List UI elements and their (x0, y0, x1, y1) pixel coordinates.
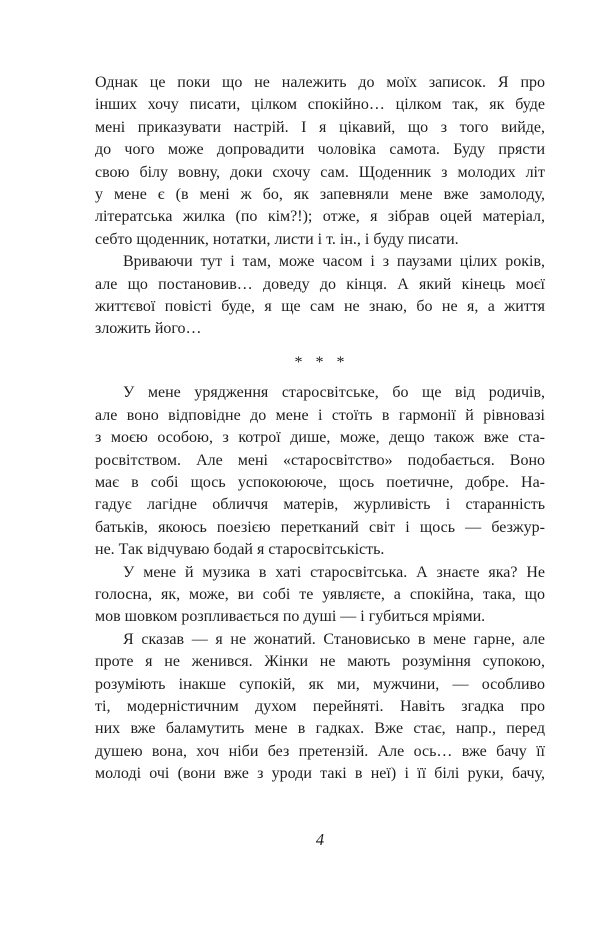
text-line: життєвої повісті буде, я ще сам не знаю, бо не я, а життя (95, 298, 545, 316)
text-line: у мене є (в мені ж бо, як запевняли мене вже замолоду, (95, 186, 545, 204)
text-line: батьків, якоюсь поезією перетканий світ і щось — безжур- (95, 518, 545, 536)
text-line: мені приказувати настрій. І я цікавий, що з того вийде, (95, 118, 545, 136)
text-line: Вриваючи тут і там, може часом і з паузами цілих років, (123, 253, 545, 271)
text-line: душею вона, хоч ніби без претензій. Але ось… вже бачу її (95, 742, 545, 760)
text-line: зложить його… (95, 320, 202, 338)
paragraph (95, 562, 545, 629)
page-number: 4 (315, 829, 325, 849)
paragraph (95, 629, 545, 786)
text-line: голосна, як, може, ви собі те уявляєте, а спокійна, така, що (95, 585, 545, 603)
text-line: Я сказав — я не жонатий. Становисько в мене гарне, але (123, 630, 545, 648)
text-line: з моєю особою, з котрої дише, може, дещо також вже ста- (95, 429, 545, 447)
text-line: але що постановив… доведу до кінця. А який кінець моєї (95, 275, 545, 293)
text-block (95, 72, 545, 786)
text-line: але воно відповідне до мене і стоїть в гармонії й рівновазі (95, 406, 545, 424)
text-line: гадує лагідне обличчя матерів, журливість і старанність (95, 496, 545, 514)
section-separator: * * * (294, 353, 346, 371)
text-line: має в собі щось успокоююче, щось поетичне, добре. На- (95, 473, 545, 491)
text-line: проте я не женився. Жінки не мають розуміння супокою, (95, 653, 545, 671)
text-line: свою білу вовну, доки схочу сам. Щоденник з молодих літ (95, 163, 545, 181)
text-line: ті, модерністичним духом перейняті. Навіть згадка про (95, 697, 545, 715)
text-line: до чого може допровадити чоловіка самота. Буду прясти (95, 141, 545, 159)
text-line: них вже баламутить мене в гадках. Вже стає, напр., перед (95, 720, 545, 738)
paragraph (95, 72, 545, 251)
text-line: розуміють інакше супокій, як ми, мужчини, — особливо (95, 675, 545, 693)
text-line: себто щоденник, нотатки, листи і т. ін., і буду писати. (95, 230, 459, 248)
text-line: не. Так відчуваю бодай я старосвітськість. (95, 541, 385, 559)
text-line: У мене й музика в хаті старосвітська. А знаєте яка? Не (123, 563, 545, 581)
text-line: Однак це поки що не належить до моїх записок. Я про (95, 74, 545, 91)
paragraph (95, 251, 545, 341)
text-line: росвітством. Але мені «старосвітство» подобається. Воно (95, 451, 545, 469)
text-line: У мене урядження старосвітське, бо ще від родичів, (123, 384, 545, 402)
text-line: інших хочу писати, цілком спокійно… цілком так, як буде (95, 96, 545, 114)
text-line: молоді очі (вони вже з уроди такі в неї) і її білі руки, бачу, (95, 765, 545, 783)
text-line: мов шовком розпливається по душі — і губиться мріями. (95, 608, 486, 626)
paragraph (95, 382, 545, 561)
text-line: літератська жилка (по кім?!); отже, я зібрав оцей матеріал, (95, 208, 545, 226)
